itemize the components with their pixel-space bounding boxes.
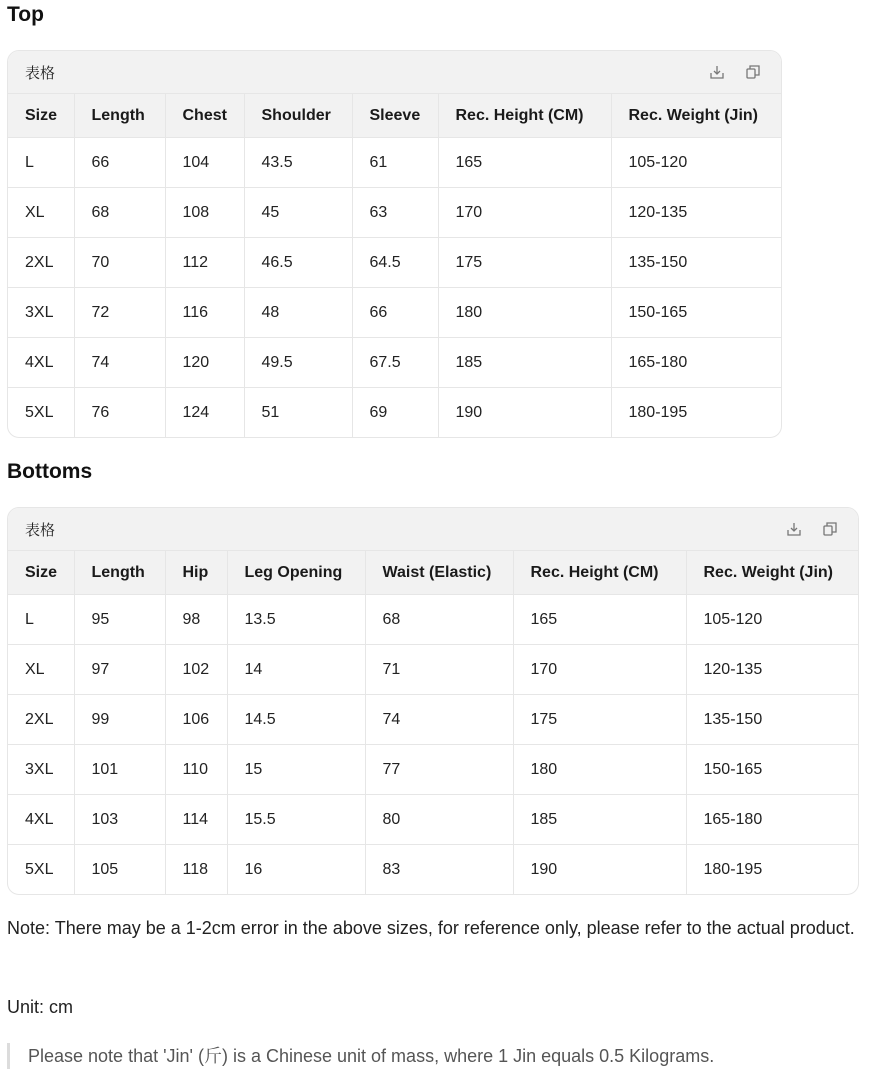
table-row [8, 238, 781, 288]
copy-icon[interactable] [743, 62, 763, 82]
table-cell: 185 [513, 795, 686, 845]
top-table-header-row [8, 94, 781, 138]
bottoms-table-header-row [8, 551, 858, 595]
table-cell: 106 [165, 695, 227, 745]
table-cell: 15.5 [227, 795, 365, 845]
table-row [8, 288, 781, 338]
table-cell: 150-165 [611, 288, 781, 338]
table-cell: 5XL [8, 845, 74, 895]
table-cell: 13.5 [227, 595, 365, 645]
table-cell: 110 [165, 745, 227, 795]
table-cell: 116 [165, 288, 244, 338]
column-header: Length [74, 551, 165, 595]
column-header: Size [8, 94, 74, 138]
table-cell: 180-195 [686, 845, 858, 895]
table-cell: 74 [74, 338, 165, 388]
table-cell: 101 [74, 745, 165, 795]
table-cell: 2XL [8, 695, 74, 745]
table-cell: 102 [165, 645, 227, 695]
column-header: Rec. Weight (Jin) [686, 551, 858, 595]
column-header: Leg Opening [227, 551, 365, 595]
sizing-note: Note: There may be a 1-2cm error in the above sizes, for reference only, please refer to the actual product. [7, 918, 855, 938]
table-cell: 67.5 [352, 338, 438, 388]
top-table-card [7, 50, 782, 438]
table-cell: 108 [165, 188, 244, 238]
table-cell: 16 [227, 845, 365, 895]
top-heading: Top [7, 3, 44, 26]
table-cell: 99 [74, 695, 165, 745]
column-header: Rec. Weight (Jin) [611, 94, 781, 138]
table-cell: 69 [352, 388, 438, 438]
table-cell: 165-180 [611, 338, 781, 388]
table-row [8, 188, 781, 238]
table-cell: 5XL [8, 388, 74, 438]
table-cell: 103 [74, 795, 165, 845]
table-cell: 135-150 [686, 695, 858, 745]
table-cell: 66 [74, 138, 165, 188]
table-cell: 74 [365, 695, 513, 745]
table-cell: 64.5 [352, 238, 438, 288]
table-cell: 150-165 [686, 745, 858, 795]
column-header: Hip [165, 551, 227, 595]
table-cell: 15 [227, 745, 365, 795]
table-row [8, 388, 781, 438]
table-cell: L [8, 595, 74, 645]
unit-label: Unit: cm [7, 997, 74, 1017]
table-cell: 51 [244, 388, 352, 438]
table-row [8, 138, 781, 188]
table-cell: 185 [438, 338, 611, 388]
bottoms-heading: Bottoms [7, 460, 93, 483]
copy-icon[interactable] [820, 519, 840, 539]
column-header: Length [74, 94, 165, 138]
table-cell: 14.5 [227, 695, 365, 745]
table-cell: 72 [74, 288, 165, 338]
table-cell: 114 [165, 795, 227, 845]
table-cell: 120 [165, 338, 244, 388]
table-cell: 112 [165, 238, 244, 288]
table-row [8, 795, 858, 845]
table-row [8, 745, 858, 795]
table-cell: 175 [513, 695, 686, 745]
table-cell: 190 [438, 388, 611, 438]
table-cell: 180 [438, 288, 611, 338]
column-header: Shoulder [244, 94, 352, 138]
bottoms-table-header-bar [8, 508, 858, 550]
jin-explanation-quote: Please note that 'Jin' (斤) is a Chinese unit of mass, where 1 Jin equals 0.5 Kilograms. [7, 1043, 714, 1069]
table-cell: 71 [365, 645, 513, 695]
table-cell: 120-135 [686, 645, 858, 695]
table-cell: 70 [74, 238, 165, 288]
table-cell: 68 [74, 188, 165, 238]
table-cell: 77 [365, 745, 513, 795]
table-cell: 2XL [8, 238, 74, 288]
table-cell: 124 [165, 388, 244, 438]
table-cell: 165 [513, 595, 686, 645]
table-cell: 118 [165, 845, 227, 895]
table-cell: 180 [513, 745, 686, 795]
table-row [8, 645, 858, 695]
bottoms-table-title: 表格 [25, 521, 56, 539]
table-cell: 83 [365, 845, 513, 895]
table-cell: 3XL [8, 288, 74, 338]
table-cell: 3XL [8, 745, 74, 795]
table-cell: 66 [352, 288, 438, 338]
table-cell: 76 [74, 388, 165, 438]
table-cell: XL [8, 645, 74, 695]
table-cell: XL [8, 188, 74, 238]
column-header: Size [8, 551, 74, 595]
table-cell: 105-120 [611, 138, 781, 188]
table-cell: 165 [438, 138, 611, 188]
bottoms-table-card [7, 507, 859, 895]
table-cell: 43.5 [244, 138, 352, 188]
table-row [8, 595, 858, 645]
column-header: Waist (Elastic) [365, 551, 513, 595]
table-cell: 46.5 [244, 238, 352, 288]
column-header: Sleeve [352, 94, 438, 138]
table-cell: 105 [74, 845, 165, 895]
table-cell: 104 [165, 138, 244, 188]
table-cell: 48 [244, 288, 352, 338]
table-cell: 105-120 [686, 595, 858, 645]
table-cell: 170 [438, 188, 611, 238]
table-cell: 80 [365, 795, 513, 845]
download-icon[interactable] [707, 62, 727, 82]
table-cell: 63 [352, 188, 438, 238]
table-cell: 14 [227, 645, 365, 695]
table-cell: 135-150 [611, 238, 781, 288]
table-row [8, 695, 858, 745]
table-cell: 97 [74, 645, 165, 695]
table-cell: 120-135 [611, 188, 781, 238]
table-cell: 95 [74, 595, 165, 645]
table-row [8, 845, 858, 895]
table-row [8, 338, 781, 388]
table-cell: 180-195 [611, 388, 781, 438]
table-cell: 98 [165, 595, 227, 645]
bottoms-size-table [8, 550, 858, 894]
top-table-header-bar [8, 51, 781, 93]
table-cell: 165-180 [686, 795, 858, 845]
table-cell: 190 [513, 845, 686, 895]
download-icon[interactable] [784, 519, 804, 539]
table-cell: 49.5 [244, 338, 352, 388]
column-header: Rec. Height (CM) [438, 94, 611, 138]
table-cell: 4XL [8, 338, 74, 388]
table-cell: L [8, 138, 74, 188]
table-cell: 68 [365, 595, 513, 645]
table-cell: 4XL [8, 795, 74, 845]
top-size-table [8, 93, 781, 437]
table-cell: 175 [438, 238, 611, 288]
table-cell: 170 [513, 645, 686, 695]
table-cell: 45 [244, 188, 352, 238]
top-table-title: 表格 [25, 64, 56, 82]
column-header: Rec. Height (CM) [513, 551, 686, 595]
table-cell: 61 [352, 138, 438, 188]
column-header: Chest [165, 94, 244, 138]
